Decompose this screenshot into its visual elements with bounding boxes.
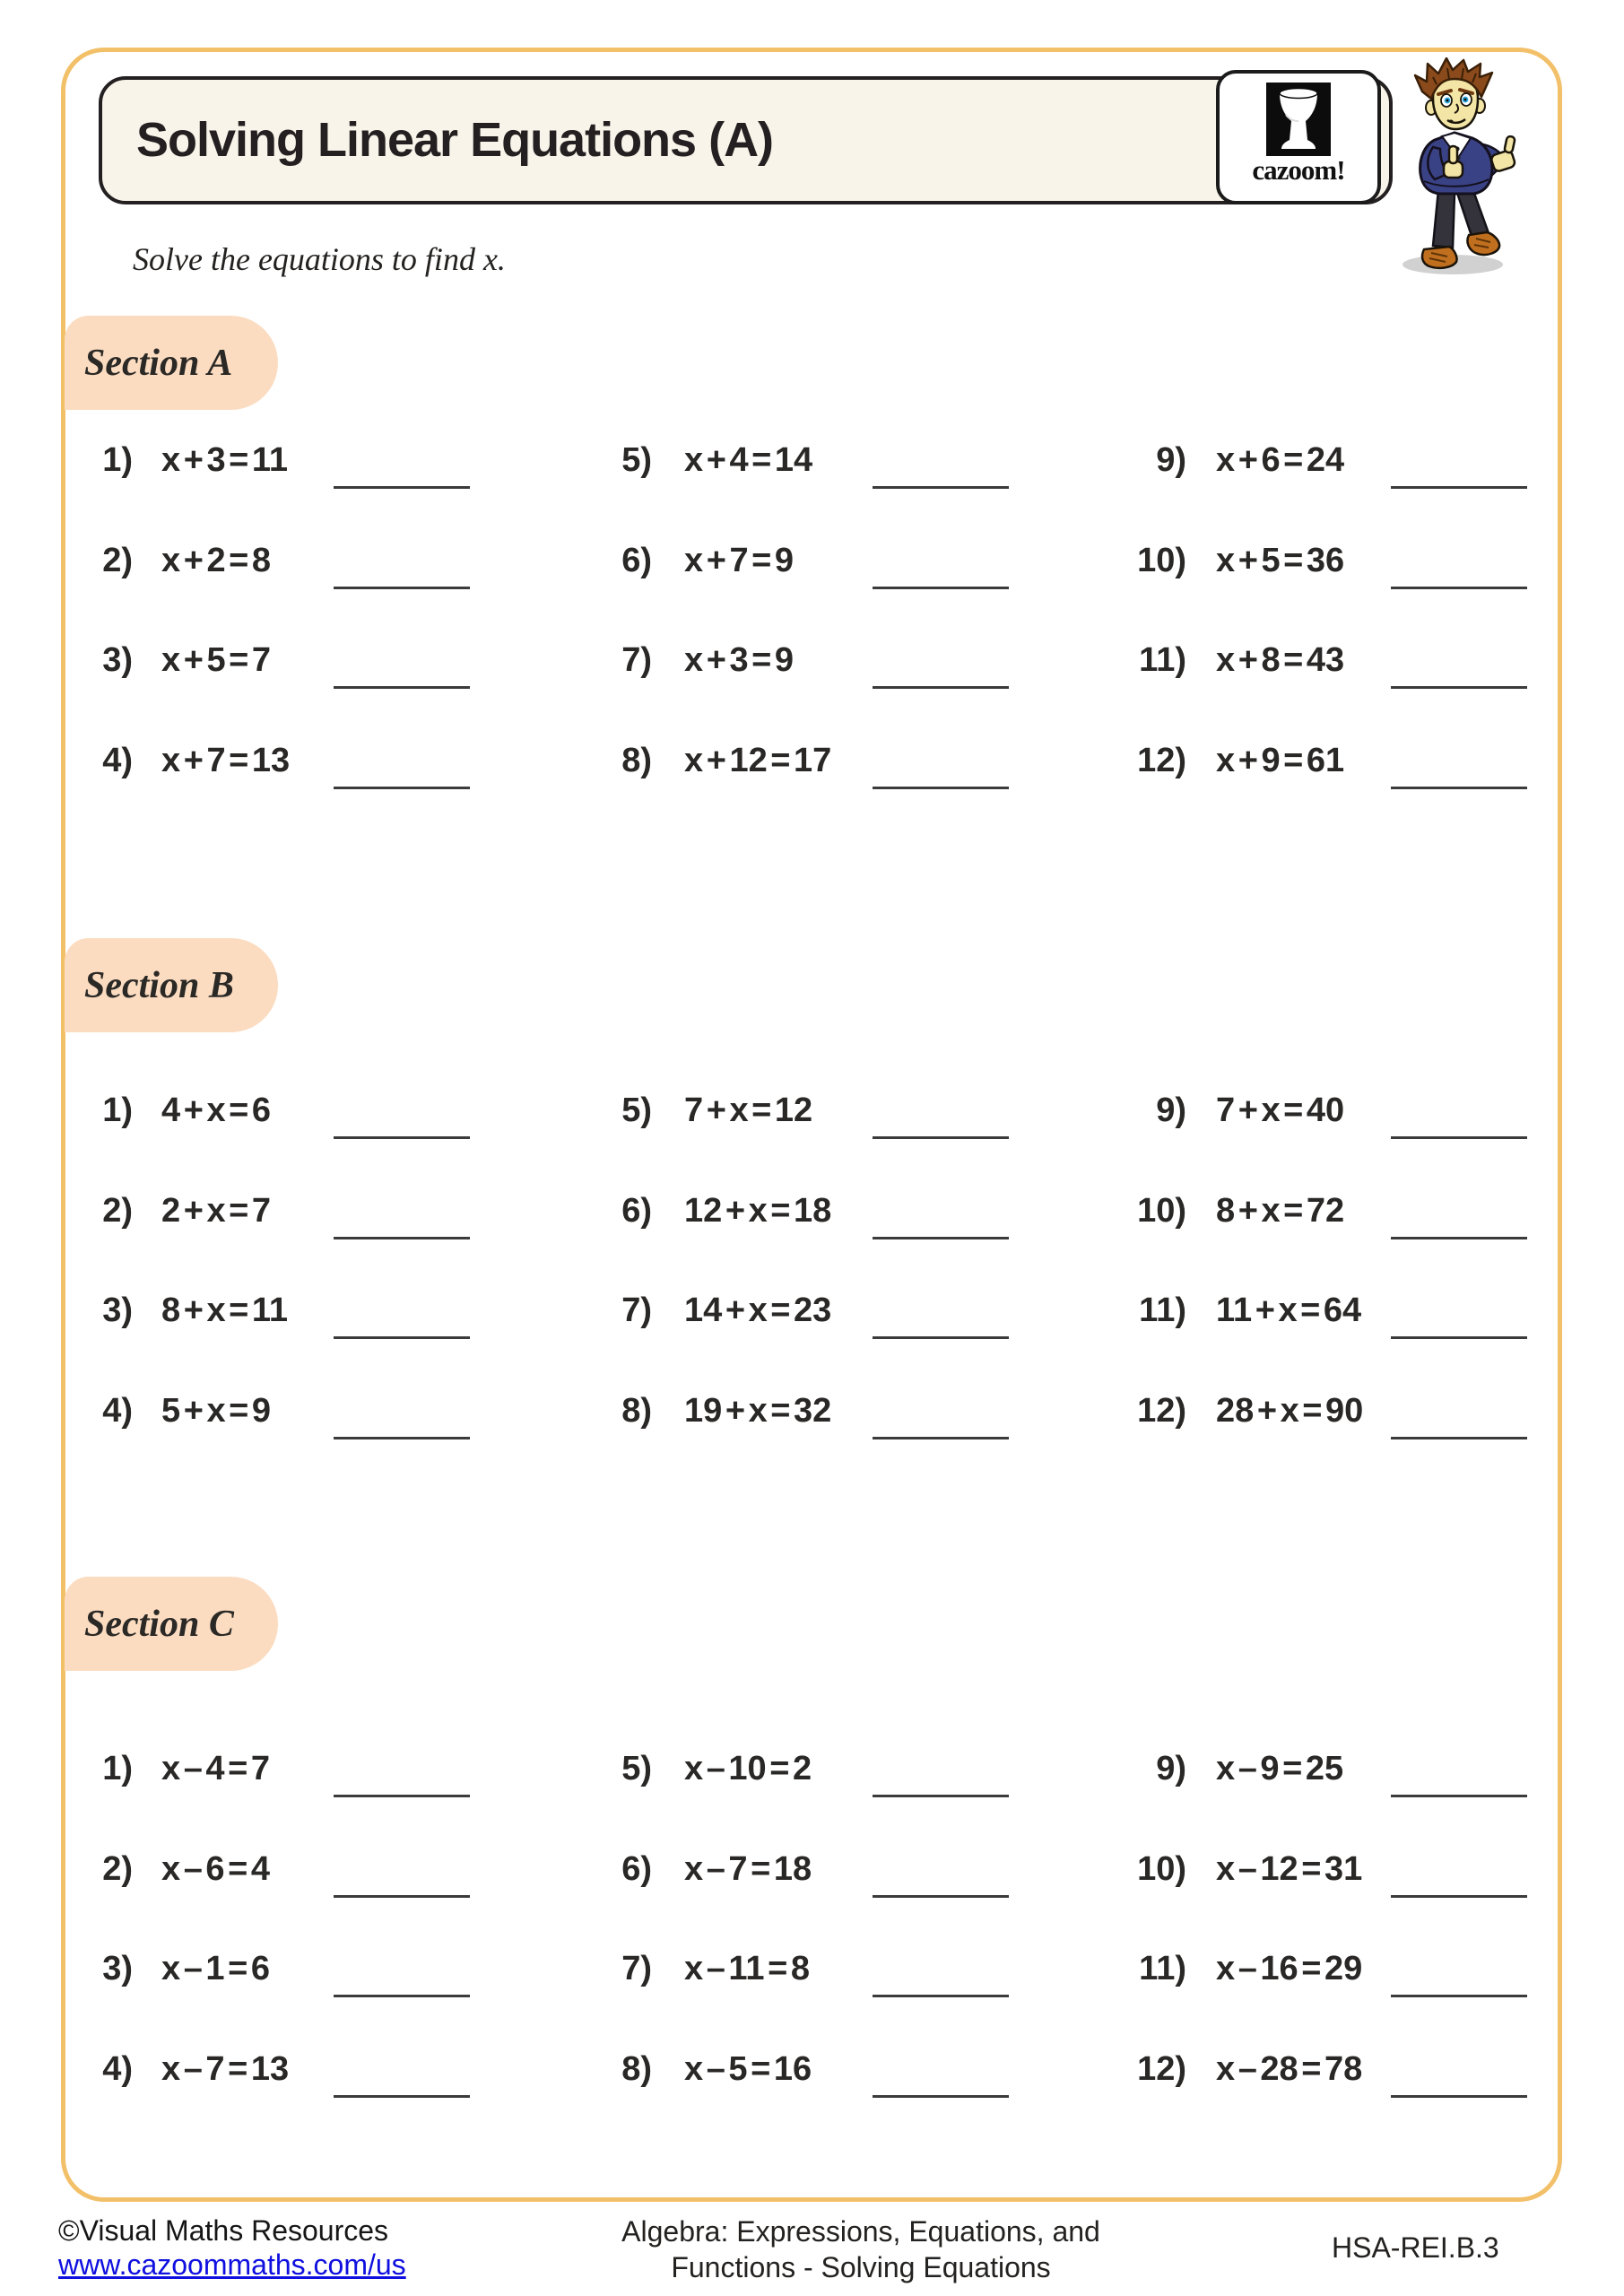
cazoom-logo-text: cazoom! <box>1252 154 1345 186</box>
section-b-label: Section B <box>84 964 234 1006</box>
equation-text: x + 8 = 43 <box>1216 641 1345 679</box>
question-number: 5) <box>621 1091 652 1129</box>
question-number: 6) <box>621 1850 652 1888</box>
standard-code: HSA-REI.B.3 <box>1332 2231 1499 2264</box>
question-number: 8) <box>621 2050 652 2088</box>
question-number: 9) <box>1156 441 1186 479</box>
question-number: 9) <box>1156 1750 1186 1787</box>
equation-text: x + 3 = 11 <box>161 441 289 479</box>
equation-text: x – 28 = 78 <box>1216 2050 1363 2088</box>
question-number: 10) <box>1137 1850 1186 1888</box>
question-number: 12) <box>1137 1392 1186 1430</box>
question-number: 12) <box>1137 2050 1186 2088</box>
question-number: 11) <box>1139 641 1186 679</box>
equation-text: 19 + x = 32 <box>684 1392 832 1430</box>
equation-text: x – 11 = 8 <box>684 1950 810 1987</box>
question-number: 3) <box>102 1292 133 1329</box>
equation-text: x + 6 = 24 <box>1216 441 1345 479</box>
question-number: 2) <box>102 542 133 579</box>
equation-text: x + 7 = 13 <box>161 742 291 779</box>
question-number: 5) <box>621 441 652 479</box>
question-number: 7) <box>621 1292 652 1329</box>
question-number: 6) <box>621 1192 652 1230</box>
section-c-label: Section C <box>84 1603 234 1645</box>
equation-text: x – 1 = 6 <box>161 1950 270 1987</box>
question-number: 1) <box>102 1750 133 1787</box>
equation-text: x – 5 = 16 <box>684 2050 812 2088</box>
question-number: 3) <box>102 1950 133 1987</box>
equation-text: 5 + x = 9 <box>161 1392 272 1430</box>
title-box <box>99 76 1393 204</box>
equation-text: x + 7 = 9 <box>684 542 795 579</box>
section-a-label: Section A <box>84 342 233 384</box>
equation-text: x – 7 = 18 <box>684 1850 812 1888</box>
equation-text: x – 12 = 31 <box>1216 1850 1363 1888</box>
equation-text: 4 + x = 6 <box>161 1091 272 1129</box>
drum-icon <box>1266 83 1331 156</box>
footer-topic <box>565 2213 1157 2285</box>
equation-text: x – 6 = 4 <box>161 1850 270 1888</box>
section-a-badge <box>65 316 278 410</box>
equation-text: 28 + x = 90 <box>1216 1392 1364 1430</box>
page-title: Solving Linear Equations (A) <box>136 113 774 167</box>
topic-line-1: Algebra: Expressions, Equations, and <box>621 2215 1100 2248</box>
equation-text: 8 + x = 72 <box>1216 1192 1345 1230</box>
question-number: 7) <box>621 641 652 679</box>
website-link[interactable]: www.cazoommaths.com/us <box>58 2248 406 2281</box>
question-number: 8) <box>621 742 652 779</box>
question-number: 8) <box>621 1392 652 1430</box>
question-number: 1) <box>102 1091 133 1129</box>
equation-text: x + 9 = 61 <box>1216 742 1345 779</box>
equation-text: 11 + x = 64 <box>1216 1292 1362 1329</box>
equation-text: x + 12 = 17 <box>684 742 832 779</box>
topic-line-2: Functions - Solving Equations <box>671 2251 1051 2283</box>
equation-text: 7 + x = 12 <box>684 1091 813 1129</box>
question-number: 10) <box>1137 542 1186 579</box>
equation-text: x – 9 = 25 <box>1216 1750 1344 1787</box>
equation-text: x – 16 = 29 <box>1216 1950 1363 1987</box>
equation-text: 7 + x = 40 <box>1216 1091 1345 1129</box>
question-number: 3) <box>102 641 133 679</box>
equation-text: x – 7 = 13 <box>161 2050 290 2088</box>
equation-text: 8 + x = 11 <box>161 1292 289 1329</box>
question-number: 9) <box>1156 1091 1186 1129</box>
question-number: 4) <box>102 2050 133 2088</box>
copyright-text: ©Visual Maths Resources <box>58 2214 389 2247</box>
equation-text: x + 5 = 36 <box>1216 542 1345 579</box>
page-border <box>61 48 1562 2202</box>
question-number: 7) <box>621 1950 652 1987</box>
question-number: 1) <box>102 441 133 479</box>
question-number: 11) <box>1139 1292 1186 1329</box>
footer-credits <box>58 2213 406 2282</box>
question-number: 2) <box>102 1192 133 1230</box>
cazoom-logo <box>1216 70 1381 204</box>
equation-text: 14 + x = 23 <box>684 1292 832 1329</box>
question-number: 12) <box>1137 742 1186 779</box>
question-number: 10) <box>1137 1192 1186 1230</box>
equation-text: x + 3 = 9 <box>684 641 795 679</box>
question-number: 5) <box>621 1750 652 1787</box>
equation-text: x + 2 = 8 <box>161 542 272 579</box>
equation-text: x + 4 = 14 <box>684 441 813 479</box>
instruction-text: Solve the equations to find x. <box>133 241 506 277</box>
equation-text: x + 5 = 7 <box>161 641 272 679</box>
equation-text: 12 + x = 18 <box>684 1192 832 1230</box>
equation-text: x – 10 = 2 <box>684 1750 812 1787</box>
equation-text: x – 4 = 7 <box>161 1750 270 1787</box>
mascot-boy-illustration <box>1397 57 1527 277</box>
section-c-badge <box>65 1577 278 1671</box>
section-b-badge <box>65 938 278 1032</box>
question-number: 4) <box>102 1392 133 1430</box>
question-number: 11) <box>1139 1950 1186 1987</box>
question-number: 4) <box>102 742 133 779</box>
question-number: 2) <box>102 1850 133 1888</box>
equation-text: 2 + x = 7 <box>161 1192 272 1230</box>
question-number: 6) <box>621 542 652 579</box>
